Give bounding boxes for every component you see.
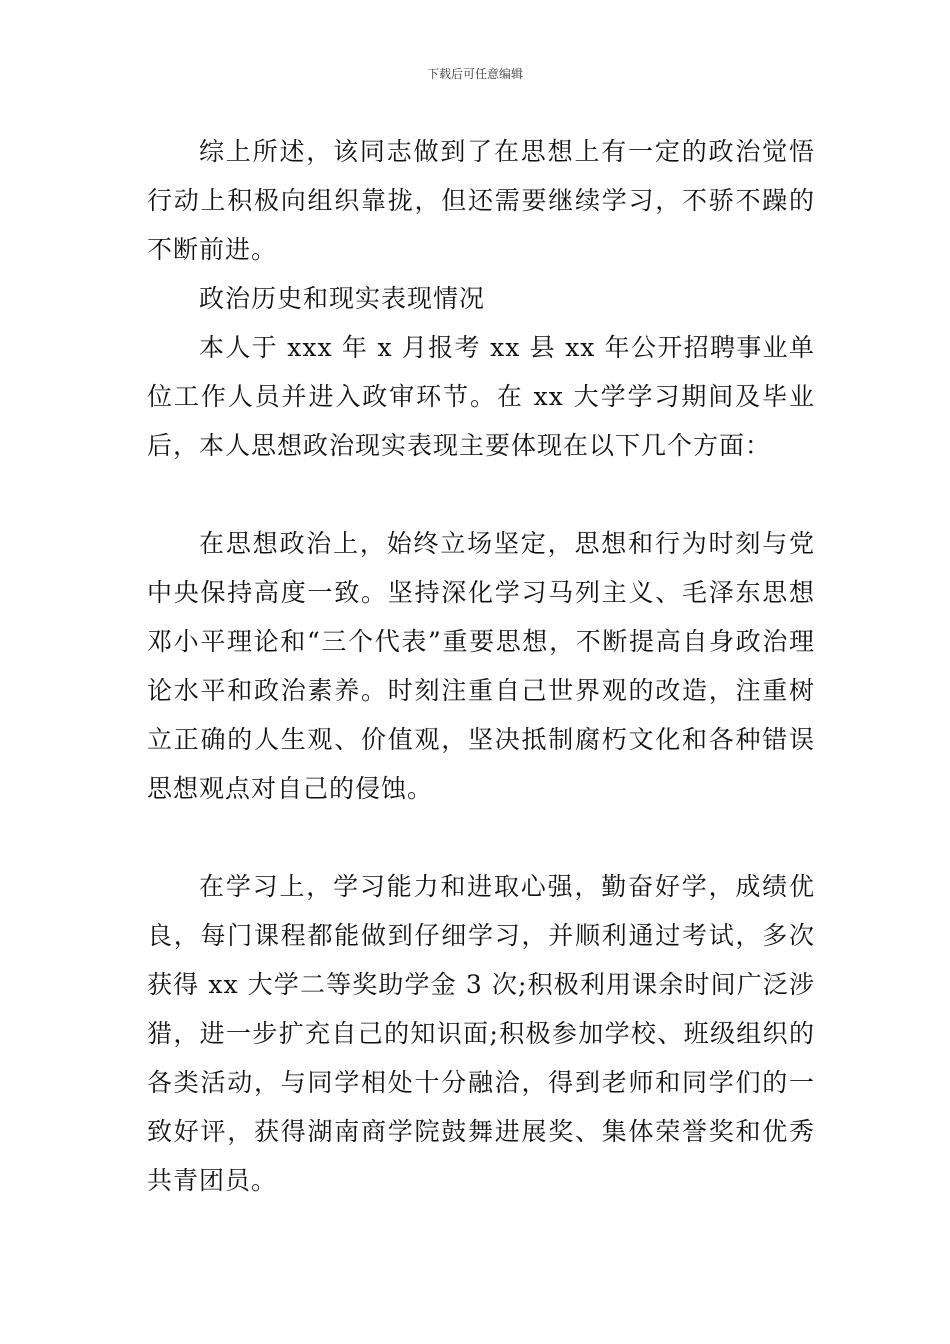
page-header-note: 下载后可任意编辑 bbox=[426, 67, 523, 81]
paragraph-intro: 本人于 xxx 年 x 月报考 xx 县 xx 年公开招聘事业单位工作人员并进入政审环节。在 xx 大学学习期间及毕业后，本人思想政治现实表现主要体现在以下几个方面： bbox=[147, 333, 815, 460]
paragraph-political: 在思想政治上，始终立场坚定，思想和行为时刻与党中央保持高度一致。坚持深化学习马列主义、毛泽东思想邓小平理论和“三个代表”重要思想，不断提高自身政治理论水平和政治素养。时刻注重自己世界观的改造，注重树立正确的人生观、价值观，坚决抵制腐朽文化和各种错误思想观点对自己的侵蚀。 bbox=[147, 529, 815, 803]
paragraph-spacer bbox=[147, 813, 815, 862]
paragraph-study: 在学习上，学习能力和进取心强，勤奋好学，成绩优良，每门课程都能做到仔细学习，并顺利通过考试，多次获得 xx 大学二等奖助学金 3 次;积极利用课余时间广泛涉猎，进一步扩充自己的知识面;积极参加学校、班级组织的各类活动，与同学相处十分融洽，得到老师和同学们的一致好评，获得湖南商学院鼓舞进展奖、集体荣誉奖和优秀共青团员。 bbox=[147, 872, 815, 1195]
paragraph-summary: 综上所述，该同志做到了在思想上有一定的政治觉悟行动上积极向组织靠拢，但还需要继续学习，不骄不躁的不断前进。 bbox=[147, 137, 815, 264]
paragraph-spacer bbox=[147, 470, 815, 519]
document-body bbox=[147, 127, 815, 1205]
section-heading: 政治历史和现实表现情况 bbox=[199, 284, 486, 313]
